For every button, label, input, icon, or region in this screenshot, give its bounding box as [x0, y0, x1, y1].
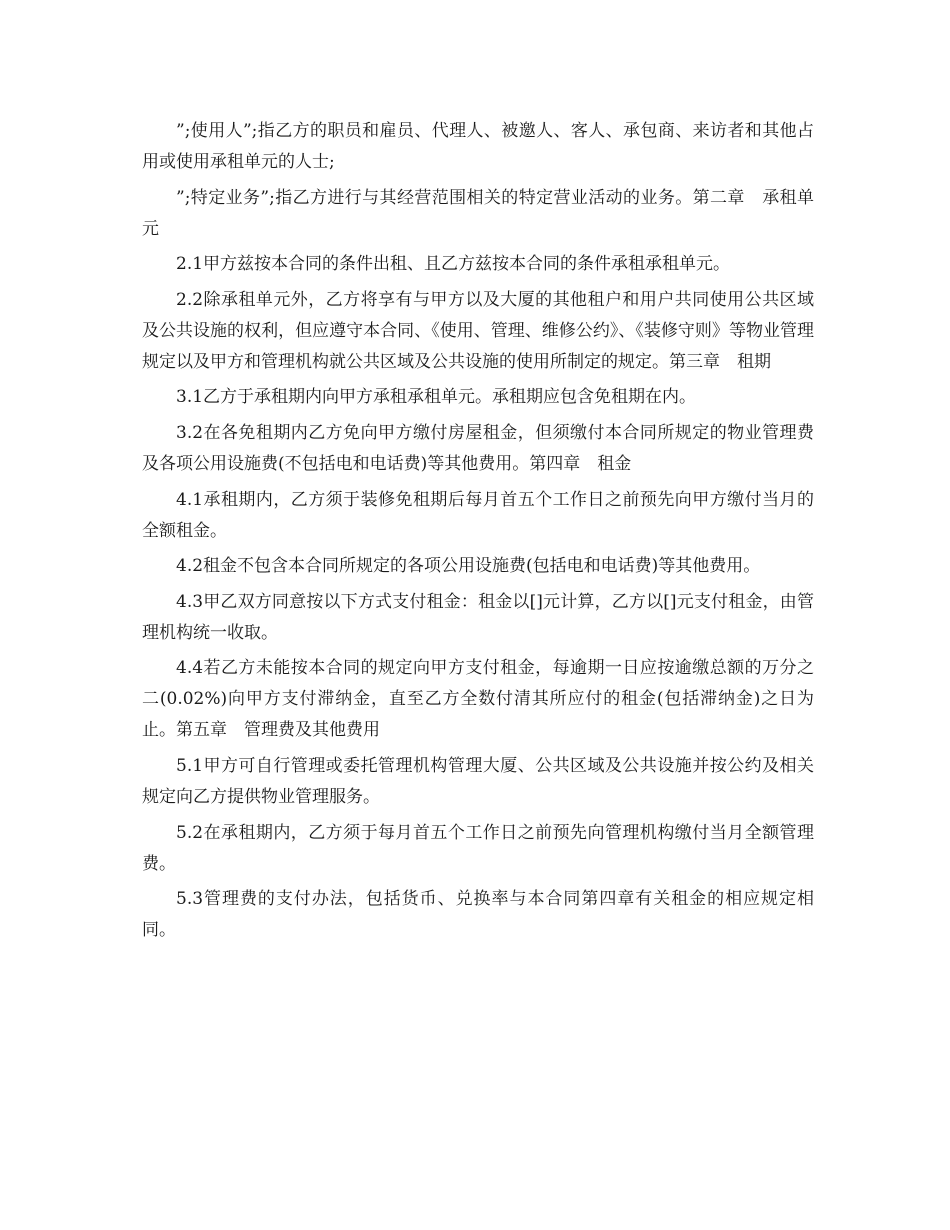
- paragraph-definition-user: ”;使用人”;指乙方的职员和雇员、代理人、被邀人、客人、承包商、来访者和其他占用或使用承租单元的人士;: [142, 121, 814, 172]
- paragraph-5-3: 5.3管理费的支付办法，包括货币、兑换率与本合同第四章有关租金的相应规定相同。: [142, 889, 814, 941]
- paragraph-2-1: 2.1甲方兹按本合同的条件出租、且乙方兹按本合同的条件承租承租单元。: [176, 254, 731, 275]
- paragraph-4-4: 4.4若乙方未能按本合同的规定向甲方支付租金，每逾期一日应按逾缴总额的万分之二(0.02%)向甲方支付滞纳金，直至乙方全数付清其所应付的租金(包括滞纳金)之日为止。第五章 管理费及其他费用: [142, 658, 814, 741]
- paragraph-5-1: 5.1甲方可自行管理或委托管理机构管理大厦、公共区域及公共设施并按公约及相关规定向乙方提供物业管理服务。: [142, 755, 814, 807]
- paragraph-5-2: 5.2在承租期内，乙方须于每月首五个工作日之前预先向管理机构缴付当月全额管理费。: [142, 822, 814, 874]
- paragraph-3-1: 3.1乙方于承租期内向甲方承租承租单元。承租期应包含免租期在内。: [176, 387, 697, 408]
- paragraph-definition-business: ”;特定业务”;指乙方进行与其经营范围相关的特定营业活动的业务。第二章 承租单元: [142, 187, 814, 239]
- paragraph-4-3: 4.3甲乙双方同意按以下方式支付租金：租金以[]元计算，乙方以[]元支付租金，由管理机构统一收取。: [142, 591, 814, 643]
- paragraph-2-2: 2.2除承租单元外，乙方将享有与甲方以及大厦的其他租户和用户共同使用公共区域及公共设施的权利，但应遵守本合同、《使用、管理、维修公约》、《装修守则》等物业管理规定以及甲方和管理机构就公共区域及公共设施的使用所制定的规定。第三章 租期: [142, 289, 814, 372]
- paragraph-4-1: 4.1承租期内，乙方须于装修免租期后每月首五个工作日之前预先向甲方缴付当月的全额租金。: [142, 489, 814, 541]
- document-page: [142, 116, 814, 951]
- paragraph-4-2: 4.2租金不包含本合同所规定的各项公用设施费(包括电和电话费)等其他费用。: [176, 556, 761, 577]
- paragraph-3-2: 3.2在各免租期内乙方免向甲方缴付房屋租金，但须缴付本合同所规定的物业管理费及各项公用设施费(不包括电和电话费)等其他费用。第四章 租金: [142, 422, 814, 474]
